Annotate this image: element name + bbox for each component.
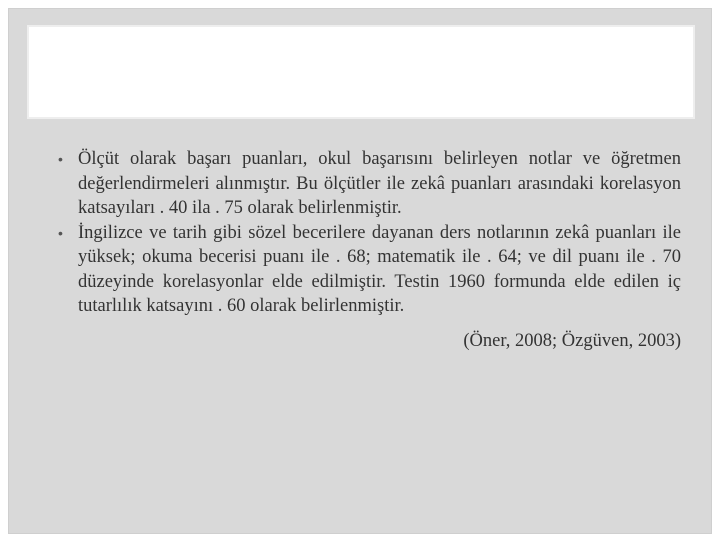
bullet-item-2 — [53, 221, 681, 319]
bullet-text-2: İngilizce ve tarih gibi sözel becerilere dayanan ders notlarının zekâ puanları ile yüksek; okuma becerisi puanı ile . 68; matematik ile . 64; ve dil puanı ile . 70 düzeyinde korelasyonlar elde edilmiştir. Testin 1960 formunda elde edilen iç tutarlılık katsayını . 60 olarak belirlenmiştir. — [78, 222, 681, 316]
bullet-text-1: Ölçüt olarak başarı puanları, okul başarısını belirleyen notlar ve öğretmen değerlendirmeleri alınmıştır. Bu ölçütler ile zekâ puanları arasındaki korelasyon katsayıları . 40 ila . 75 olarak belirlenmiştir. — [78, 149, 681, 218]
slide — [8, 8, 712, 534]
citation: (Öner, 2008; Özgüven, 2003) — [463, 330, 681, 351]
bullet-list — [53, 147, 681, 319]
bullet-marker-1: • — [58, 151, 63, 167]
bullet-item-1 — [53, 147, 681, 221]
slide-title-box — [27, 25, 695, 119]
slide-content — [53, 147, 681, 353]
bullet-marker-2: • — [58, 224, 63, 241]
